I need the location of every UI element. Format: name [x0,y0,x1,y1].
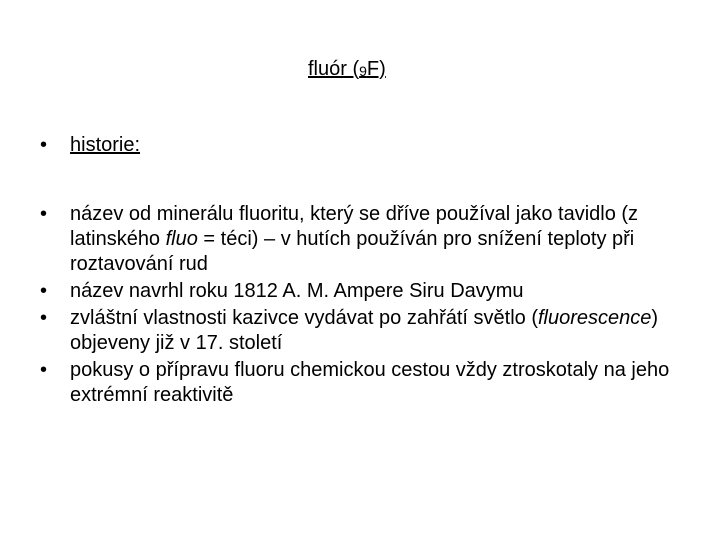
history-heading-item [40,133,700,158]
text-segment: název od minerálu fluoritu, který se dříve používal jako tavidlo (z latinského [70,203,639,250]
slide-title [308,56,386,83]
list-item-text [70,307,658,354]
bullet-icon: • [40,280,48,302]
bullet-icon: • [40,134,48,156]
list-item-text [70,203,638,275]
text-segment: pokusy o přípravu fluoru chemickou cestou vždy ztroskotaly na jeho extrémní reaktivitě [70,359,670,406]
title-text-after: F) [366,58,386,80]
text-segment: ) objeveny již v 17. století [70,307,659,354]
title-subscript: 9 [359,63,367,79]
history-facts-list [40,202,700,410]
bullet-icon: • [40,359,48,381]
italic-term: fluorescence [537,307,652,329]
text-segment: název navrhl roku 1812 A. M. Ampere Siru Davymu [70,280,524,302]
list-item-text [70,359,669,406]
text-segment: zvláštní vlastnosti kazivce vydávat po zahřátí světlo ( [70,307,538,329]
history-heading: historie: [70,134,141,156]
list-item [40,202,700,277]
list-item [40,306,700,356]
text-segment: = téci) – v hutích používán pro snížení teploty při roztavování rud [70,228,635,275]
list-item-text [70,280,524,302]
bullet-icon: • [40,203,48,225]
title-text-before: fluór ( [308,58,360,80]
italic-term: fluo [165,228,198,250]
history-list [40,133,700,166]
list-item [40,279,700,304]
list-item [40,358,700,408]
bullet-icon: • [40,307,48,329]
